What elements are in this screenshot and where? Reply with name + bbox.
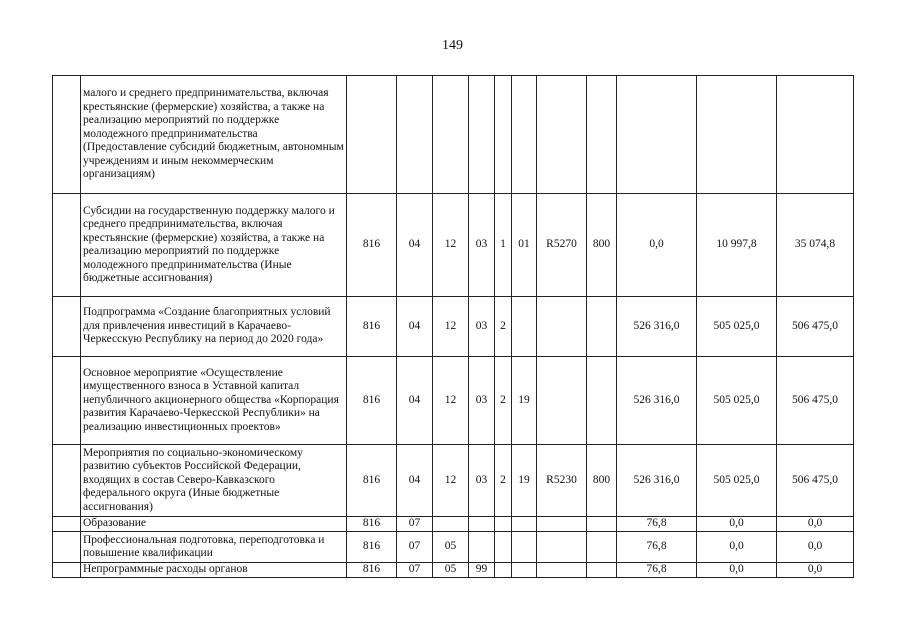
table-row: [53, 532, 854, 563]
cell-direction-code: [537, 532, 587, 563]
cell-program: 03: [469, 194, 495, 297]
cell-description: Профессиональная подготовка, переподготовка и повышение квалификации: [81, 532, 347, 563]
cell-event: 19: [512, 445, 537, 517]
cell-description: Непрограммные расходы органов: [81, 563, 347, 578]
cell-expense-type: [587, 563, 617, 578]
cell-subsection: 12: [433, 297, 469, 357]
cell-description: Мероприятия по социально-экономическому развитию субъектов Российской Федерации, входящих в состав Северо-Кавказского федерального округа (Иные бюджетные ассигнования): [81, 445, 347, 517]
cell-description: Образование: [81, 517, 347, 532]
cell-grbs: 816: [347, 297, 397, 357]
table-row: [53, 357, 854, 445]
cell-section: 07: [397, 563, 433, 578]
cell-section: 04: [397, 194, 433, 297]
table-row: [53, 517, 854, 532]
cell-expense-type: [587, 532, 617, 563]
cell-event: [512, 517, 537, 532]
cell-program: [469, 76, 495, 194]
cell-direction-code: [537, 76, 587, 194]
cell-subsection: 12: [433, 445, 469, 517]
budget-table: [52, 75, 854, 578]
cell-amount-1: 76,8: [617, 532, 697, 563]
cell-index: [53, 357, 81, 445]
cell-amount-2: 0,0: [697, 532, 777, 563]
cell-index: [53, 532, 81, 563]
cell-section: 04: [397, 297, 433, 357]
table-body: [53, 76, 854, 578]
cell-grbs: 816: [347, 563, 397, 578]
cell-amount-1: 526 316,0: [617, 297, 697, 357]
cell-section: 07: [397, 532, 433, 563]
cell-subprogram: [495, 517, 512, 532]
cell-subsection: 12: [433, 194, 469, 297]
cell-amount-2: [697, 76, 777, 194]
cell-program: 03: [469, 297, 495, 357]
cell-event: 01: [512, 194, 537, 297]
cell-direction-code: R5270: [537, 194, 587, 297]
cell-index: [53, 445, 81, 517]
cell-amount-2: 505 025,0: [697, 357, 777, 445]
cell-program: 03: [469, 445, 495, 517]
cell-description: малого и среднего предпринимательства, включая крестьянские (фермерские) хозяйства, а также на реализацию мероприятий по поддержке молодежного предпринимательства (Предоставление субсидий бюджетным, автономным учреждениям и иным некоммерческим организациям): [81, 76, 347, 194]
cell-expense-type: 800: [587, 445, 617, 517]
cell-program: 03: [469, 357, 495, 445]
cell-expense-type: [587, 517, 617, 532]
cell-grbs: 816: [347, 517, 397, 532]
cell-section: [397, 76, 433, 194]
cell-expense-type: 800: [587, 194, 617, 297]
cell-section: 04: [397, 357, 433, 445]
cell-amount-3: 0,0: [777, 563, 854, 578]
cell-amount-2: 505 025,0: [697, 297, 777, 357]
cell-section: 04: [397, 445, 433, 517]
cell-subsection: 12: [433, 357, 469, 445]
cell-amount-1: 0,0: [617, 194, 697, 297]
cell-program: [469, 532, 495, 563]
cell-subsection: [433, 517, 469, 532]
cell-amount-1: 526 316,0: [617, 445, 697, 517]
cell-amount-2: 505 025,0: [697, 445, 777, 517]
cell-amount-3: 0,0: [777, 532, 854, 563]
page-number: 149: [442, 38, 463, 53]
cell-direction-code: [537, 517, 587, 532]
table-row: [53, 563, 854, 578]
cell-amount-2: 0,0: [697, 517, 777, 532]
cell-amount-3: 506 475,0: [777, 445, 854, 517]
cell-subprogram: [495, 76, 512, 194]
table-row: [53, 76, 854, 194]
cell-amount-3: 35 074,8: [777, 194, 854, 297]
cell-expense-type: [587, 76, 617, 194]
cell-subprogram: [495, 532, 512, 563]
cell-amount-3: 506 475,0: [777, 357, 854, 445]
cell-event: [512, 297, 537, 357]
cell-grbs: 816: [347, 445, 397, 517]
cell-event: [512, 76, 537, 194]
cell-subprogram: 2: [495, 445, 512, 517]
cell-direction-code: [537, 357, 587, 445]
cell-event: [512, 563, 537, 578]
cell-amount-1: 526 316,0: [617, 357, 697, 445]
cell-direction-code: [537, 563, 587, 578]
cell-grbs: 816: [347, 194, 397, 297]
table-row: [53, 194, 854, 297]
cell-index: [53, 194, 81, 297]
table-row: [53, 445, 854, 517]
cell-subprogram: 2: [495, 357, 512, 445]
cell-section: 07: [397, 517, 433, 532]
cell-amount-1: 76,8: [617, 563, 697, 578]
cell-amount-3: 0,0: [777, 517, 854, 532]
cell-subsection: 05: [433, 563, 469, 578]
cell-expense-type: [587, 297, 617, 357]
cell-description: Подпрограмма «Создание благоприятных условий для привлечения инвестиций в Карачаево-Черкесскую Республику на период до 2020 года»: [81, 297, 347, 357]
cell-index: [53, 297, 81, 357]
cell-grbs: [347, 76, 397, 194]
cell-amount-2: 0,0: [697, 563, 777, 578]
cell-subprogram: 1: [495, 194, 512, 297]
cell-subprogram: [495, 563, 512, 578]
cell-subsection: 05: [433, 532, 469, 563]
cell-subsection: [433, 76, 469, 194]
cell-grbs: 816: [347, 532, 397, 563]
cell-program: [469, 517, 495, 532]
table-row: [53, 297, 854, 357]
cell-amount-2: 10 997,8: [697, 194, 777, 297]
cell-amount-1: [617, 76, 697, 194]
cell-amount-1: 76,8: [617, 517, 697, 532]
cell-amount-3: [777, 76, 854, 194]
cell-amount-3: 506 475,0: [777, 297, 854, 357]
cell-program: 99: [469, 563, 495, 578]
cell-direction-code: [537, 297, 587, 357]
cell-index: [53, 517, 81, 532]
cell-direction-code: R5230: [537, 445, 587, 517]
cell-index: [53, 563, 81, 578]
cell-expense-type: [587, 357, 617, 445]
cell-event: 19: [512, 357, 537, 445]
cell-description: Субсидии на государственную поддержку малого и среднего предпринимательства, включая крестьянские (фермерские) хозяйства, а также на реализацию мероприятий по поддержке молодежного предпринимательства (Иные бюджетные ассигнования): [81, 194, 347, 297]
cell-description: Основное мероприятие «Осуществление имущественного взноса в Уставной капитал непубличного акционерного общества «Корпорация развития Карачаево-Черкесской Республики» на реализацию инвестиционных проектов»: [81, 357, 347, 445]
cell-index: [53, 76, 81, 194]
cell-event: [512, 532, 537, 563]
cell-subprogram: 2: [495, 297, 512, 357]
cell-grbs: 816: [347, 357, 397, 445]
